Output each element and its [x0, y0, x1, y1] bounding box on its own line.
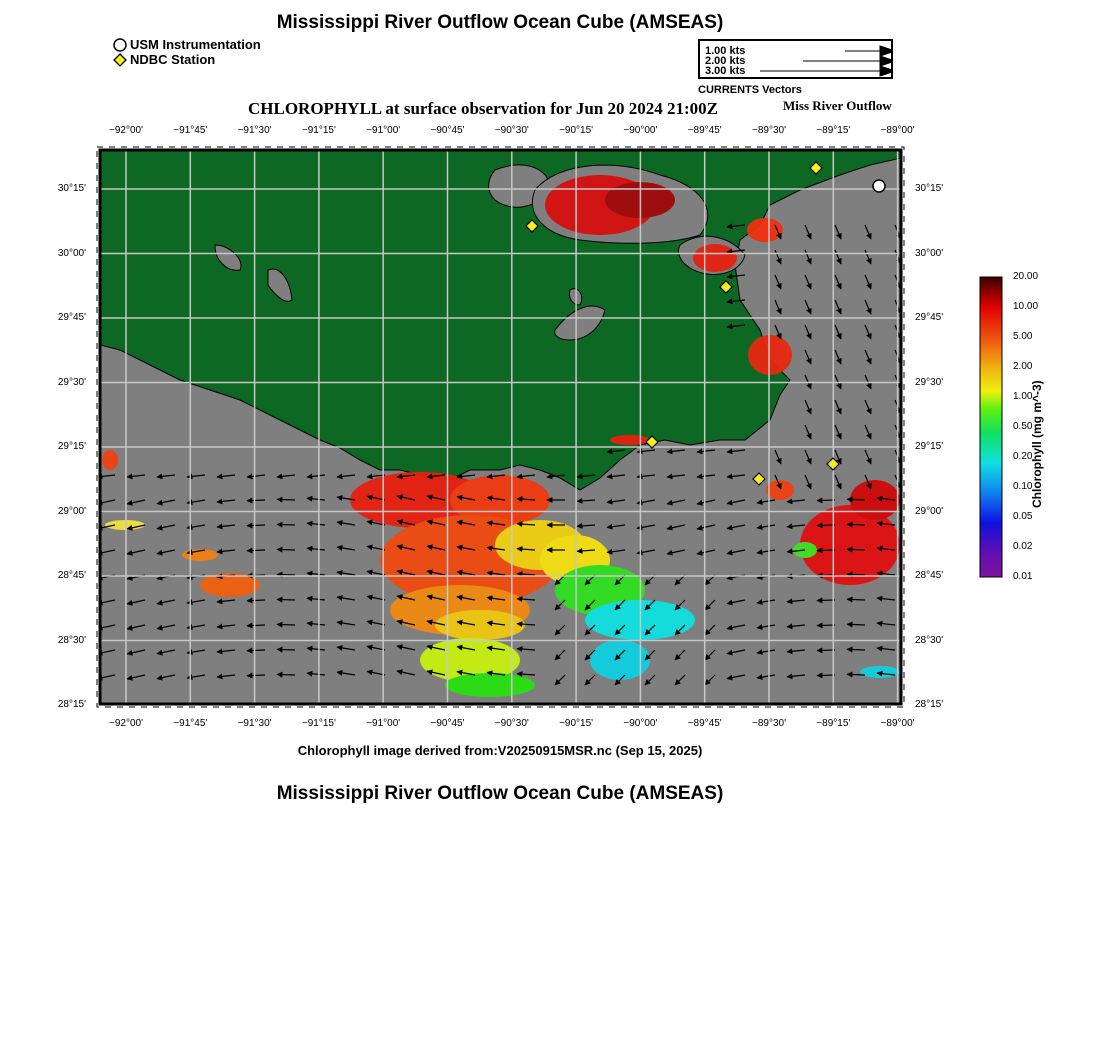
current-arrow: [277, 599, 295, 600]
usm-instrument-marker[interactable]: [873, 180, 885, 192]
current-arrow: [277, 574, 295, 575]
lat-label: 30°00': [57, 247, 86, 259]
lon-label: −89°00': [880, 125, 915, 136]
colorbar-tick-label: 1.00: [1013, 391, 1033, 402]
colorbar-tick-label: 0.05: [1013, 511, 1033, 522]
vector-row-3: 3.00 kts: [705, 65, 746, 77]
colorbar-tick-label: 5.00: [1013, 331, 1033, 342]
lon-label: −89°15': [816, 125, 851, 136]
vector-caption: CURRENTS Vectors: [698, 84, 802, 96]
lat-label: 30°15': [57, 183, 86, 194]
region-label: Miss River Outflow: [783, 98, 892, 113]
lat-label: 30°00': [915, 247, 944, 259]
lat-label: 28°30': [915, 634, 944, 646]
current-arrow: [247, 525, 265, 526]
lat-label: 28°15': [57, 699, 86, 710]
current-arrow: [817, 625, 835, 626]
colorbar-tick-label: 10.00: [1013, 301, 1039, 312]
lon-label: −91°00': [366, 718, 401, 729]
lat-label: 29°30': [915, 376, 944, 388]
colorbar-tick-label: 20.00: [1013, 271, 1039, 282]
lat-label: 29°00': [915, 505, 944, 517]
lon-label: −89°30': [752, 718, 786, 729]
lat-label: 29°45': [915, 312, 944, 323]
footer-title: Mississippi River Outflow Ocean Cube (AMSEAS): [276, 783, 724, 804]
current-arrow: [277, 524, 295, 525]
lon-label: −90°30': [494, 718, 529, 729]
map-subtitle: CHLOROPHYLL at surface observation for Jun 20 2024 21:00Z: [248, 99, 719, 118]
current-arrow: [247, 675, 265, 676]
lon-label: −91°00': [366, 125, 401, 136]
colorbar-tick-label: 0.20: [1013, 451, 1033, 462]
current-arrow: [277, 674, 295, 675]
current-arrow: [817, 500, 835, 501]
lon-label: −91°15': [301, 718, 336, 729]
lon-label: −89°45': [687, 125, 722, 136]
current-arrow: [847, 649, 865, 650]
current-arrow: [847, 549, 865, 550]
current-arrow: [847, 499, 865, 500]
colorbar-title: Chlorophyll (mg m^-3): [1030, 380, 1044, 508]
current-arrow: [817, 525, 835, 526]
lon-label: −91°30': [237, 718, 272, 729]
current-arrow: [817, 550, 835, 551]
colorbar-tick-label: 0.50: [1013, 421, 1033, 432]
current-arrow: [247, 650, 265, 651]
current-arrow: [847, 624, 865, 625]
colorbar-tick-label: 0.02: [1013, 541, 1033, 552]
lat-label: 29°30': [57, 376, 86, 388]
lon-label: −89°00': [880, 718, 915, 729]
lon-label: −89°45': [687, 718, 722, 729]
lat-label: 30°15': [915, 183, 944, 194]
vector-row-2: 2.00 kts: [705, 55, 746, 67]
lon-label: −90°45': [430, 125, 465, 136]
colorbar-tick-label: 2.00: [1013, 361, 1033, 372]
lat-label: 28°30': [57, 634, 86, 646]
current-arrow: [247, 600, 265, 601]
lon-label: −89°30': [752, 125, 786, 136]
lat-label: 29°15': [57, 441, 86, 452]
lat-label: 29°00': [57, 505, 86, 517]
lat-label: 28°45': [57, 570, 86, 581]
source-caption: Chlorophyll image derived from:V20250915MSR.nc (Sep 15, 2025): [297, 743, 703, 758]
current-arrow: [817, 600, 835, 601]
lon-label: −90°15': [559, 718, 594, 729]
current-arrow: [277, 624, 295, 625]
lon-label: −90°00': [623, 125, 658, 136]
lon-label: −91°30': [237, 125, 272, 136]
lon-label: −90°15': [559, 125, 594, 136]
current-arrow: [847, 574, 865, 575]
current-arrow: [247, 550, 265, 551]
current-arrow: [247, 625, 265, 626]
colorbar-tick-label: 0.01: [1013, 571, 1033, 582]
lon-label: −90°30': [494, 125, 529, 136]
legend-ndbc-label: NDBC Station: [130, 52, 216, 67]
lat-label: 29°45': [57, 312, 86, 323]
lon-label: −91°45': [173, 718, 208, 729]
lat-label: 29°15': [915, 441, 944, 452]
current-arrow: [277, 499, 295, 500]
lon-label: −89°15': [816, 718, 851, 729]
lat-label: 28°15': [915, 699, 944, 710]
current-arrow: [277, 549, 295, 550]
lat-label: 28°45': [915, 570, 944, 581]
lon-label: −90°45': [430, 718, 465, 729]
legend-usm-label: USM Instrumentation: [130, 37, 261, 52]
colorbar-tick-label: 0.10: [1013, 481, 1033, 492]
lon-label: −90°00': [623, 718, 658, 729]
lon-label: −92°00': [109, 718, 143, 729]
current-arrow: [277, 649, 295, 650]
page-title: Mississippi River Outflow Ocean Cube (AMSEAS): [276, 12, 724, 33]
current-arrow: [847, 599, 865, 600]
current-arrow: [817, 675, 835, 676]
lon-label: −91°45': [173, 125, 208, 136]
lon-label: −91°15': [301, 125, 336, 136]
vector-row-1: 1.00 kts: [705, 45, 746, 57]
current-arrow: [847, 674, 865, 675]
current-arrow: [847, 524, 865, 525]
current-arrow: [817, 650, 835, 651]
lon-label: −92°00': [109, 125, 143, 136]
current-arrow: [247, 500, 265, 501]
